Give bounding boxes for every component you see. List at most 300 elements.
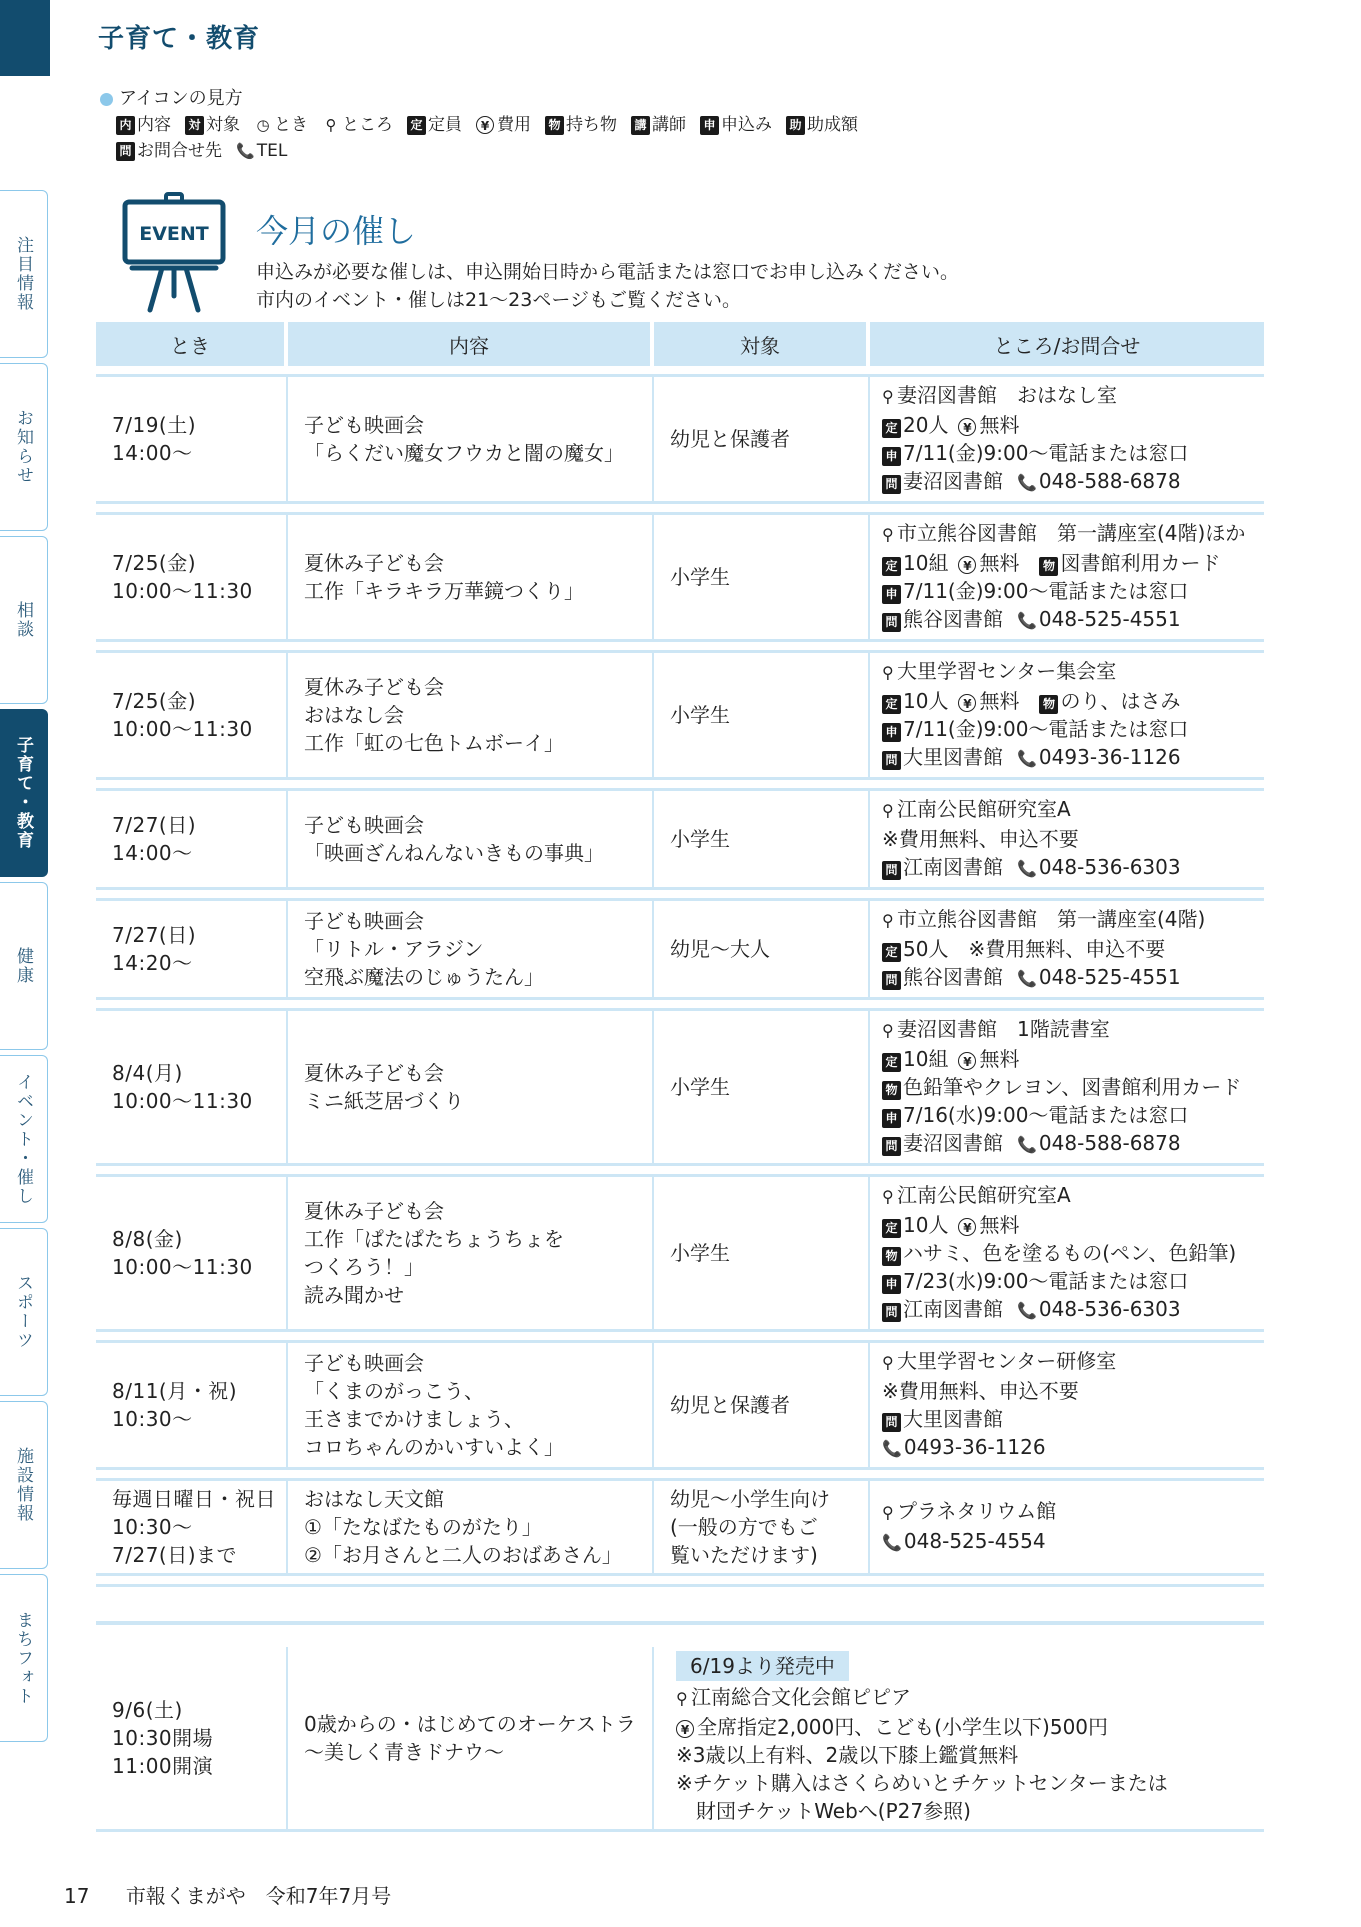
gap-cell — [288, 642, 654, 653]
cell-target — [654, 1343, 870, 1470]
place-line — [882, 519, 1264, 549]
legend-item-label: 助成額 — [807, 115, 858, 135]
content-line: 読み聞かせ — [304, 1283, 404, 1307]
gap-cell — [96, 504, 288, 515]
place-line — [882, 1405, 1264, 1433]
legend-item-label: とき — [274, 115, 308, 135]
capacity-icon: 定 — [882, 1219, 901, 1238]
content-line: 夏休み子ども会 — [304, 675, 444, 699]
target-line: 小学生 — [670, 703, 730, 727]
legend-item-label: お問合せ先 — [137, 141, 222, 161]
place-text: 市立熊谷図書館 第一講座室(4階)ほか — [897, 521, 1246, 545]
place-text: 10人 — [903, 1213, 949, 1237]
yen-icon: ¥ — [958, 418, 976, 436]
place-text: 妻沼図書館 — [903, 469, 1003, 493]
location-pin-icon: ⚲ — [882, 1353, 894, 1372]
place-text: 無料 — [979, 413, 1020, 437]
application-icon: 申 — [882, 585, 901, 604]
concert-row — [96, 1647, 1264, 1832]
side-tab-health[interactable]: 健康 — [0, 882, 48, 1050]
place-line — [676, 1741, 1264, 1769]
place-text: 図書館利用カード — [1060, 551, 1221, 575]
place-text: 50人 ※費用無料、申込不要 — [903, 937, 1166, 961]
when-line: 8/11(月・祝) — [112, 1379, 238, 1403]
cell-when — [96, 1647, 288, 1832]
legend-item — [700, 112, 772, 138]
cell-place — [870, 515, 1264, 642]
place-line — [882, 1181, 1264, 1211]
cell-when — [96, 901, 288, 1000]
place-line — [882, 1101, 1264, 1129]
gap-cell — [96, 642, 288, 653]
legend-item — [631, 112, 686, 138]
gap-cell — [870, 1470, 1264, 1481]
legend-item-label: ところ — [342, 115, 393, 135]
place-line — [882, 715, 1264, 743]
gap-cell — [288, 1332, 654, 1343]
place-line — [882, 549, 1264, 577]
subsidy-icon: 助 — [786, 116, 805, 135]
place-text: 無料 — [979, 551, 1040, 575]
cell-place — [870, 1481, 1264, 1576]
application-icon: 申 — [700, 116, 719, 135]
cell-target — [654, 901, 870, 1000]
inquiry-icon: 問 — [882, 1303, 901, 1322]
gap-cell — [654, 780, 870, 791]
gap-cell — [288, 1000, 654, 1011]
cell-content — [288, 1481, 654, 1576]
legend-item-label: 講師 — [652, 115, 686, 135]
place-text: ※費用無料、申込不要 — [882, 827, 1079, 851]
place-line — [882, 1015, 1264, 1045]
place-text: 大里図書館 — [903, 745, 1003, 769]
phone-icon: 📞 — [882, 1439, 902, 1458]
cell-when — [96, 1343, 288, 1470]
place-text: 048-536-6303 — [1038, 1297, 1181, 1321]
gap-cell — [654, 1576, 870, 1587]
legend-item — [407, 112, 462, 138]
phone-icon: 📞 — [1017, 859, 1037, 878]
capacity-icon: 定 — [882, 695, 901, 714]
yen-icon: ¥ — [476, 116, 494, 134]
belongings-icon: 物 — [545, 116, 564, 135]
when-line: 7/19(土) — [112, 413, 197, 437]
place-text: 048-588-6878 — [1038, 1131, 1181, 1155]
capacity-icon: 定 — [407, 116, 426, 135]
when-line: 7/25(金) — [112, 551, 197, 575]
content-line: 「くまのがっこう、 — [304, 1379, 484, 1403]
location-pin-icon: ⚲ — [882, 1187, 894, 1206]
gap-cell — [654, 366, 870, 377]
gap-cell — [870, 1000, 1264, 1011]
cell-when — [96, 515, 288, 642]
place-text: 7/16(水)9:00～電話または窓口 — [903, 1103, 1189, 1127]
when-line: 14:00～ — [112, 841, 193, 865]
gap-cell — [870, 890, 1264, 901]
content-line: つくろう！」 — [304, 1255, 424, 1279]
cell-place — [654, 1647, 1264, 1832]
cell-target — [654, 653, 870, 780]
phone-icon: 📞 — [1017, 611, 1037, 630]
table-header-row — [96, 322, 1264, 366]
place-line — [882, 853, 1264, 883]
cell-when — [96, 653, 288, 780]
when-line: 7/27(日)まで — [112, 1543, 238, 1567]
location-pin-icon: ⚲ — [882, 801, 894, 820]
side-tab-notices[interactable]: お知らせ — [0, 363, 48, 531]
place-text: プラネタリウム館 — [897, 1499, 1057, 1523]
place-text: のり、はさみ — [1060, 689, 1181, 713]
place-line — [882, 467, 1264, 497]
yen-icon: ¥ — [958, 1052, 976, 1070]
content-line: 「映画ざんねんないきもの事典」 — [304, 841, 604, 865]
target-line: 小学生 — [670, 565, 730, 589]
gap-cell — [654, 1332, 870, 1343]
belongings-icon: 物 — [1039, 695, 1058, 714]
side-tab-facilities[interactable]: 施設情報 — [0, 1401, 48, 1569]
row-gap — [96, 780, 1264, 791]
row-gap — [96, 504, 1264, 515]
publication-name: 市報くまがや 令和7年7月号 — [125, 1884, 392, 1908]
content-icon: 内 — [116, 116, 135, 135]
place-line — [882, 935, 1264, 963]
capacity-icon: 定 — [882, 1053, 901, 1072]
content-line: 王さまでかけましょう、 — [304, 1407, 524, 1431]
place-text: 江南図書館 — [903, 1297, 1003, 1321]
gap-cell — [654, 1000, 870, 1011]
place-text: ※3歳以上有料、2歳以下膝上鑑賞無料 — [676, 1743, 1019, 1767]
row-gap — [96, 1625, 1264, 1647]
phone-icon: 📞 — [1017, 1301, 1037, 1320]
place-line — [882, 1377, 1264, 1405]
place-text: 無料 — [979, 1213, 1020, 1237]
place-text: 財団チケットWebへ(P27参照) — [676, 1799, 971, 1823]
cell-place — [870, 653, 1264, 780]
place-text: 048-525-4554 — [903, 1529, 1046, 1553]
legend-item — [185, 112, 240, 138]
place-line — [882, 605, 1264, 635]
when-line: 7/27(日) — [112, 813, 197, 837]
legend-item-label: 持ち物 — [566, 115, 617, 135]
place-line — [882, 1129, 1264, 1159]
capacity-icon: 定 — [882, 419, 901, 438]
application-icon: 申 — [882, 1109, 901, 1128]
side-navigation — [0, 190, 50, 1747]
cell-target — [654, 1011, 870, 1166]
gap-cell — [96, 780, 288, 791]
gap-cell — [96, 1470, 288, 1481]
capacity-icon: 定 — [882, 557, 901, 576]
header-when: とき — [96, 322, 288, 366]
on-sale-badge: 6/19より発売中 — [676, 1651, 849, 1681]
place-text: 江南公民館研究室A — [897, 1183, 1071, 1207]
target-icon: 対 — [185, 116, 204, 135]
events-table — [96, 322, 1264, 1832]
target-line: 覧いただけます) — [670, 1543, 818, 1567]
place-line — [882, 1045, 1264, 1073]
inquiry-icon: 問 — [116, 142, 135, 161]
gap-cell — [870, 1587, 1264, 1625]
place-line — [882, 963, 1264, 993]
content-line: 夏休み子ども会 — [304, 1061, 444, 1085]
side-tab-featured[interactable]: 注目情報 — [0, 190, 48, 358]
side-tab-sports[interactable]: スポーツ — [0, 1228, 48, 1396]
table-row — [96, 901, 1264, 1000]
section-title: 子育て・教育 — [98, 24, 261, 54]
capacity-icon: 定 — [882, 943, 901, 962]
place-text: 無料 — [979, 689, 1040, 713]
gap-cell — [654, 504, 870, 515]
cell-content — [288, 1011, 654, 1166]
legend-item-label: 対象 — [206, 115, 240, 135]
target-line: (一般の方でもご — [670, 1515, 818, 1539]
place-text: 妻沼図書館 おはなし室 — [897, 383, 1117, 407]
place-line — [882, 1211, 1264, 1239]
side-tab-events[interactable]: イベント・催し — [0, 1055, 48, 1223]
when-line: 8/4(月) — [112, 1061, 183, 1085]
target-line: 幼児と保護者 — [670, 427, 790, 451]
cell-content — [288, 1647, 654, 1832]
place-text: 江南図書館 — [903, 855, 1003, 879]
legend-item — [545, 112, 617, 138]
place-text: 048-525-4551 — [1038, 965, 1181, 989]
cell-place — [870, 377, 1264, 504]
target-line: 幼児～小学生向け — [670, 1487, 830, 1511]
gap-cell — [654, 890, 870, 901]
gap-cell — [654, 642, 870, 653]
section-separator — [96, 1587, 1264, 1625]
place-line — [882, 687, 1264, 715]
gap-cell — [870, 1576, 1264, 1587]
row-gap — [96, 1000, 1264, 1011]
place-text: 048-525-4551 — [1038, 607, 1181, 631]
table-row — [96, 1177, 1264, 1332]
icon-legend — [100, 86, 876, 164]
cell-when — [96, 791, 288, 890]
when-line: 10:00～11:30 — [112, 579, 253, 603]
when-line: 10:00～11:30 — [112, 1255, 253, 1279]
gap-cell — [96, 1625, 288, 1647]
when-line: 14:00～ — [112, 441, 193, 465]
place-text: 048-536-6303 — [1038, 855, 1181, 879]
cell-place — [870, 1177, 1264, 1332]
phone-icon: 📞 — [1017, 473, 1037, 492]
place-text: ※費用無料、申込不要 — [882, 1379, 1079, 1403]
place-line — [882, 1239, 1264, 1267]
phone-icon: 📞 — [1017, 969, 1037, 988]
location-pin-icon: ⚲ — [882, 1021, 894, 1040]
cell-target — [654, 515, 870, 642]
event-desc-line: 申込みが必要な催しは、申込開始日時から電話または窓口でお申し込みください。 — [256, 261, 960, 283]
side-tab-city-photo[interactable]: まちフォト — [0, 1574, 48, 1742]
belongings-icon: 物 — [882, 1081, 901, 1100]
legend-item — [236, 138, 287, 164]
content-line: おはなし会 — [304, 703, 404, 727]
location-pin-icon: ⚲ — [676, 1689, 688, 1708]
side-tab-childcare-education[interactable]: 子育て・教育 — [0, 709, 48, 877]
gap-cell — [288, 504, 654, 515]
content-line: 工作「ぱたぱたちょうちょを — [304, 1227, 564, 1251]
gap-cell — [870, 1625, 1264, 1647]
legend-item — [322, 112, 393, 138]
when-line: 14:20～ — [112, 951, 193, 975]
content-line: 夏休み子ども会 — [304, 1199, 444, 1223]
gap-cell — [870, 1166, 1264, 1177]
place-text: 0493-36-1126 — [903, 1435, 1046, 1459]
table-row — [96, 515, 1264, 642]
inquiry-icon: 問 — [882, 475, 901, 494]
gap-cell — [654, 1166, 870, 1177]
place-line — [882, 657, 1264, 687]
gap-cell — [654, 1625, 870, 1647]
belongings-icon: 物 — [1039, 557, 1058, 576]
phone-icon: 📞 — [1017, 749, 1037, 768]
legend-item-label: 費用 — [497, 115, 531, 135]
row-gap — [96, 1576, 1264, 1587]
gap-cell — [288, 1166, 654, 1177]
header-gap — [96, 366, 1264, 377]
place-line — [882, 577, 1264, 605]
content-line: おはなし天文館 — [304, 1487, 444, 1511]
cell-content — [288, 901, 654, 1000]
place-text: 全席指定2,000円、こども(小学生以下)500円 — [697, 1715, 1109, 1739]
content-line: 子ども映画会 — [304, 909, 424, 933]
gap-cell — [870, 642, 1264, 653]
cell-target — [654, 1481, 870, 1576]
place-text: 妻沼図書館 — [903, 1131, 1003, 1155]
gap-cell — [96, 1587, 288, 1625]
when-line: 8/8(金) — [112, 1227, 183, 1251]
place-line — [882, 825, 1264, 853]
belongings-icon: 物 — [882, 1247, 901, 1266]
inquiry-icon: 問 — [882, 971, 901, 990]
location-pin-icon: ⚲ — [882, 525, 894, 544]
yen-icon: ¥ — [676, 1720, 694, 1738]
row-gap — [96, 1332, 1264, 1343]
content-line: 「リトル・アラジン — [304, 937, 484, 961]
place-text: 7/11(金)9:00～電話または窓口 — [903, 441, 1189, 465]
legend-item — [116, 112, 171, 138]
cell-content — [288, 377, 654, 504]
yen-icon: ¥ — [958, 1218, 976, 1236]
cell-place — [870, 1343, 1264, 1470]
gap-cell — [96, 366, 288, 377]
place-text: 0493-36-1126 — [1038, 745, 1181, 769]
lecturer-icon: 講 — [631, 116, 650, 135]
cell-place — [870, 791, 1264, 890]
page-footer — [64, 1880, 391, 1909]
cell-content — [288, 1177, 654, 1332]
content-line: ミニ紙芝居づくり — [304, 1089, 464, 1113]
phone-icon: 📞 — [882, 1533, 902, 1552]
place-line — [882, 1497, 1264, 1527]
cell-when — [96, 1481, 288, 1576]
legend-heading — [100, 86, 876, 112]
legend-item-label: 定員 — [428, 115, 462, 135]
place-text: 20人 — [903, 413, 949, 437]
table-row — [96, 1481, 1264, 1576]
gap-cell — [96, 1332, 288, 1343]
place-text: 市立熊谷図書館 第一講座室(4階) — [897, 907, 1206, 931]
when-line: 10:00～11:30 — [112, 717, 253, 741]
application-icon: 申 — [882, 723, 901, 742]
when-line: 11:00開演 — [112, 1754, 214, 1778]
table-row — [96, 791, 1264, 890]
legend-items — [100, 112, 876, 164]
place-line — [882, 743, 1264, 773]
gap-cell — [288, 1587, 654, 1625]
target-line: 小学生 — [670, 827, 730, 851]
row-gap — [96, 1166, 1264, 1177]
bullet-dot-icon — [100, 93, 113, 106]
legend-item — [116, 138, 222, 164]
place-line — [882, 1527, 1264, 1557]
when-line: 10:30開場 — [112, 1726, 214, 1750]
legend-item — [254, 112, 308, 138]
content-line: コロちゃんのかいすいよく」 — [304, 1435, 564, 1459]
gap-cell — [288, 366, 654, 377]
cell-place — [870, 1011, 1264, 1166]
content-line: ①「たなばたものがたり」 — [304, 1515, 542, 1539]
yen-icon: ¥ — [958, 694, 976, 712]
table-row — [96, 377, 1264, 504]
location-pin-icon: ⚲ — [882, 911, 894, 930]
target-line: 幼児～大人 — [670, 937, 770, 961]
content-line: 空飛ぶ魔法のじゅうたん」 — [304, 965, 544, 989]
target-line: 小学生 — [670, 1241, 730, 1265]
content-line: 「らくだい魔女フウカと闇の魔女」 — [304, 441, 624, 465]
gap-cell — [288, 1576, 654, 1587]
event-desc-line: 市内のイベント・催しは21～23ページもご覧ください。 — [256, 289, 741, 311]
inquiry-icon: 問 — [882, 1137, 901, 1156]
table-row — [96, 1343, 1264, 1470]
cell-place — [870, 901, 1264, 1000]
place-line — [676, 1713, 1264, 1741]
place-text: 7/23(水)9:00～電話または窓口 — [903, 1269, 1189, 1293]
table-row — [96, 1011, 1264, 1166]
place-line — [882, 411, 1264, 439]
place-text: 熊谷図書館 — [903, 965, 1003, 989]
event-icon-text: EVENT — [139, 223, 209, 245]
cell-target — [654, 1177, 870, 1332]
phone-icon: 📞 — [1017, 1135, 1037, 1154]
place-text: 色鉛筆やクレヨン、図書館利用カード — [903, 1075, 1242, 1099]
content-line: ～美しく青きドナウ～ — [304, 1740, 504, 1764]
section-color-block — [0, 0, 50, 76]
cell-when — [96, 377, 288, 504]
application-icon: 申 — [882, 1275, 901, 1294]
place-line — [882, 1267, 1264, 1295]
cell-content — [288, 515, 654, 642]
place-line — [676, 1683, 1264, 1713]
gap-cell — [870, 366, 1264, 377]
place-line — [882, 795, 1264, 825]
place-line — [882, 905, 1264, 935]
content-line: 工作「キラキラ万華鏡つくり」 — [304, 579, 584, 603]
gap-cell — [870, 780, 1264, 791]
place-line — [882, 1433, 1264, 1463]
gap-cell — [870, 504, 1264, 515]
side-tab-consultation[interactable]: 相談 — [0, 536, 48, 704]
legend-item-label: 申込み — [721, 115, 772, 135]
header-target: 対象 — [654, 322, 870, 366]
place-line — [882, 439, 1264, 467]
when-line: 毎週日曜日・祝日 — [112, 1487, 276, 1511]
gap-cell — [288, 1470, 654, 1481]
event-title: 今月の催し — [256, 212, 417, 250]
yen-icon: ¥ — [958, 556, 976, 574]
place-text: ※チケット購入はさくらめいとチケットセンターまたは — [676, 1771, 1168, 1795]
